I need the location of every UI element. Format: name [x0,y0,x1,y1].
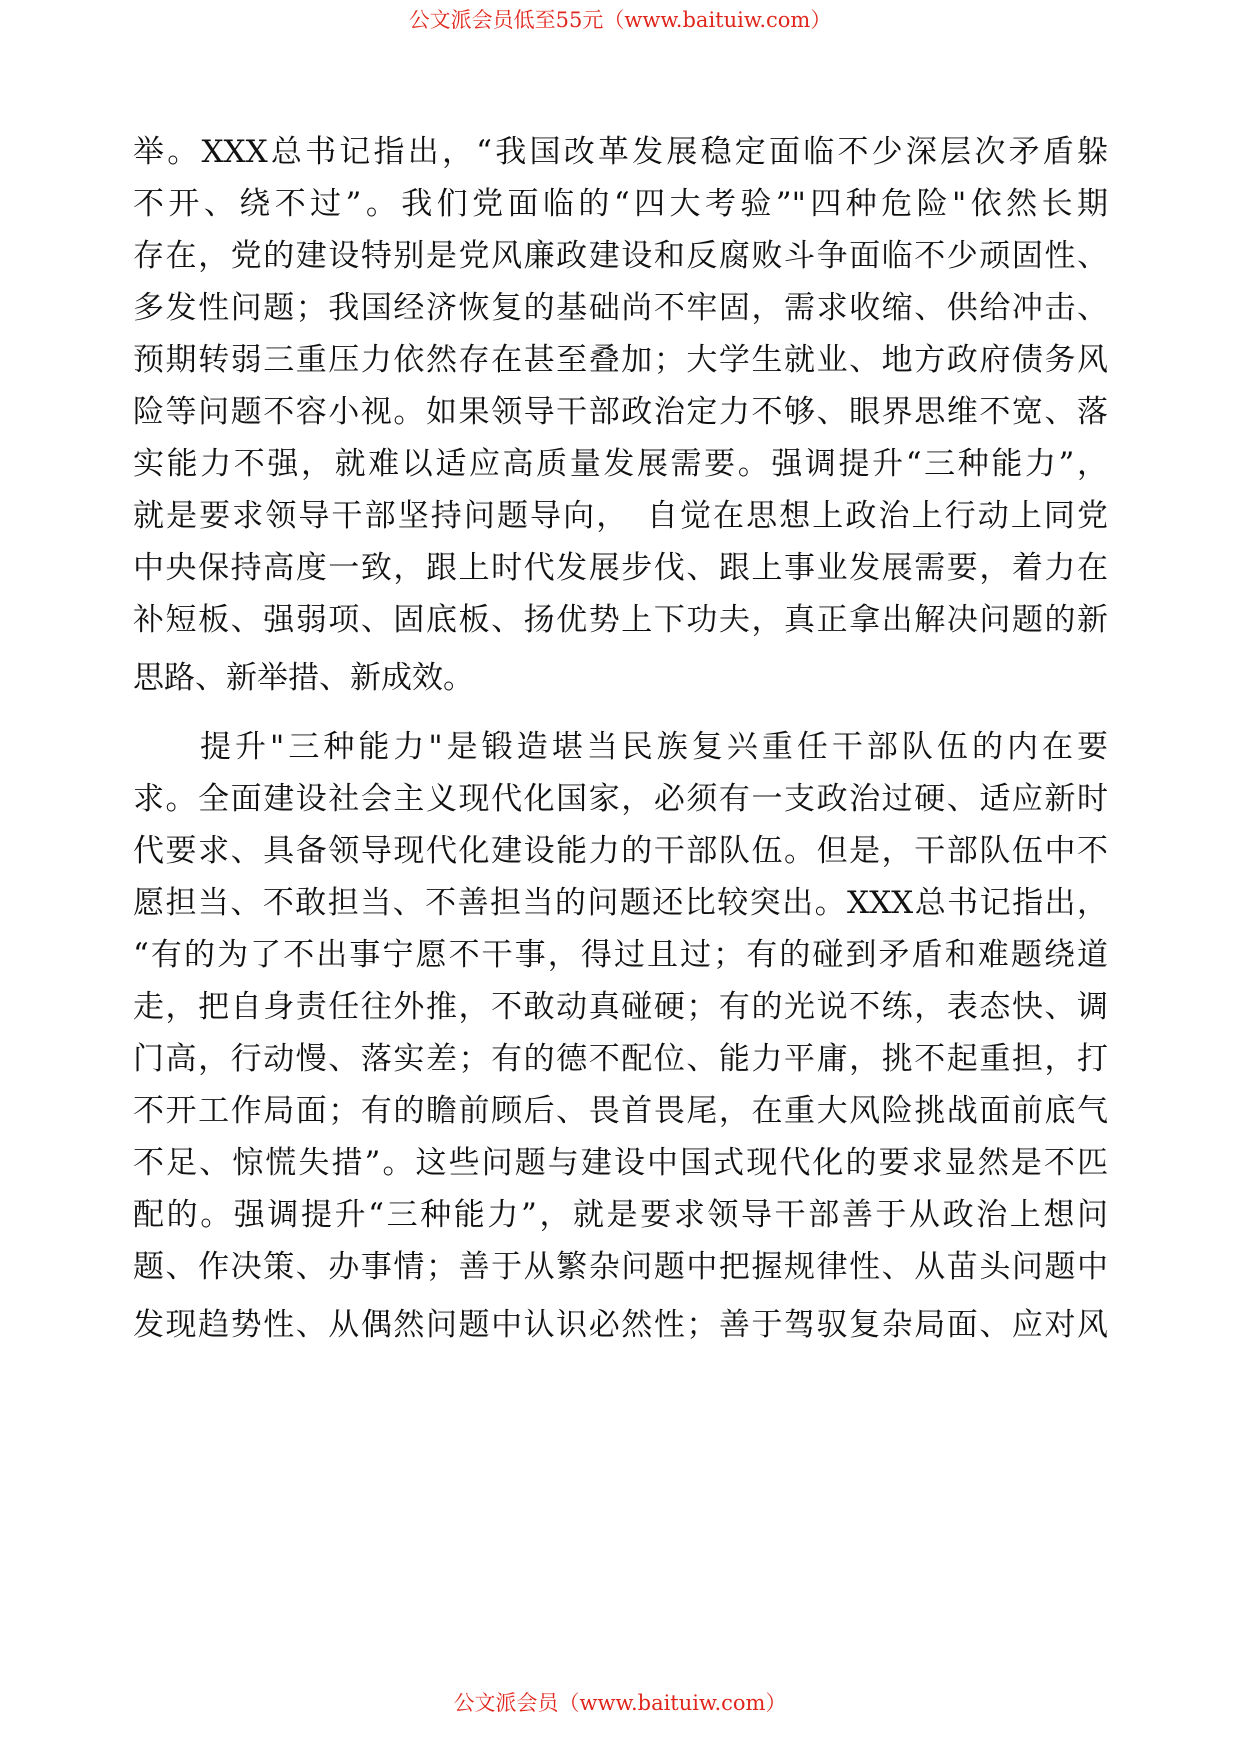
text-line: 存在，党的建设特别是党风廉政建设和反腐败斗争面临不少顽固性、 [133,238,1108,274]
text-line: 举。XXX总书记指出，“我国改革发展稳定面临不少深层次矛盾躲 [133,134,1108,170]
text-line: 代要求、具备领导现代化建设能力的干部队伍。但是，干部队伍中不 [133,833,1108,869]
footer-banner: 公文派会员（www.baituiw.com） [453,1691,787,1715]
text-line: 中央保持高度一致，跟上时代发展步伐、跟上事业发展需要，着力在 [133,550,1108,586]
text-line: 补短板、强弱项、固底板、扬优势上下功夫，真正拿出解决问题的新 [133,602,1108,638]
text-line: 求。全面建设社会主义现代化国家，必须有一支政治过硬、适应新时 [133,781,1108,817]
text-line: 多发性问题；我国经济恢复的基础尚不牢固，需求收缩、供给冲击、 [133,290,1108,326]
text-line: 不足、惊慌失措”。这些问题与建设中国式现代化的要求显然是不匹 [133,1145,1108,1181]
text-line: 不开、绕不过”。我们党面临的“四大考验”"四种危险"依然长期 [133,186,1108,222]
text-line: 就是要求领导干部坚持问题导向， 自觉在思想上政治上行动上同党 [133,498,1108,534]
text-line: 险等问题不容小视。如果领导干部政治定力不够、眼界思维不宽、落 [133,394,1108,430]
header-banner: 公文派会员低至55元（www.baituiw.com） [408,8,832,32]
text-line: “有的为了不出事宁愿不干事，得过且过；有的碰到矛盾和难题绕道 [133,937,1108,973]
text-line: 预期转弱三重压力依然存在甚至叠加；大学生就业、地方政府债务风 [133,342,1108,378]
text-line: 实能力不强，就难以适应高质量发展需要。强调提升“三种能力”， [133,446,1108,482]
text-line: 配的。强调提升“三种能力”，就是要求领导干部善于从政治上想问 [133,1197,1108,1233]
text-line: 走，把自身责任往外推，不敢动真碰硬；有的光说不练，表态快、调 [133,989,1108,1025]
text-line: 门高，行动慢、落实差；有的德不配位、能力平庸，挑不起重担，打 [133,1041,1108,1077]
text-line: 题、作决策、办事情；善于从繁杂问题中把握规律性、从苗头问题中 [133,1249,1108,1285]
text-line: 不开工作局面；有的瞻前顾后、畏首畏尾，在重大风险挑战面前底气 [133,1093,1108,1129]
text-line: 提升"三种能力"是锻造堪当民族复兴重任干部队伍的内在要 [200,729,1108,765]
text-line: 思路、新举措、新成效。 [133,660,474,696]
text-line: 愿担当、不敢担当、不善担当的问题还比较突出。XXX总书记指出， [133,885,1108,921]
text-line: 发现趋势性、从偶然问题中认识必然性；善于驾驭复杂局面、应对风 [133,1307,1108,1343]
